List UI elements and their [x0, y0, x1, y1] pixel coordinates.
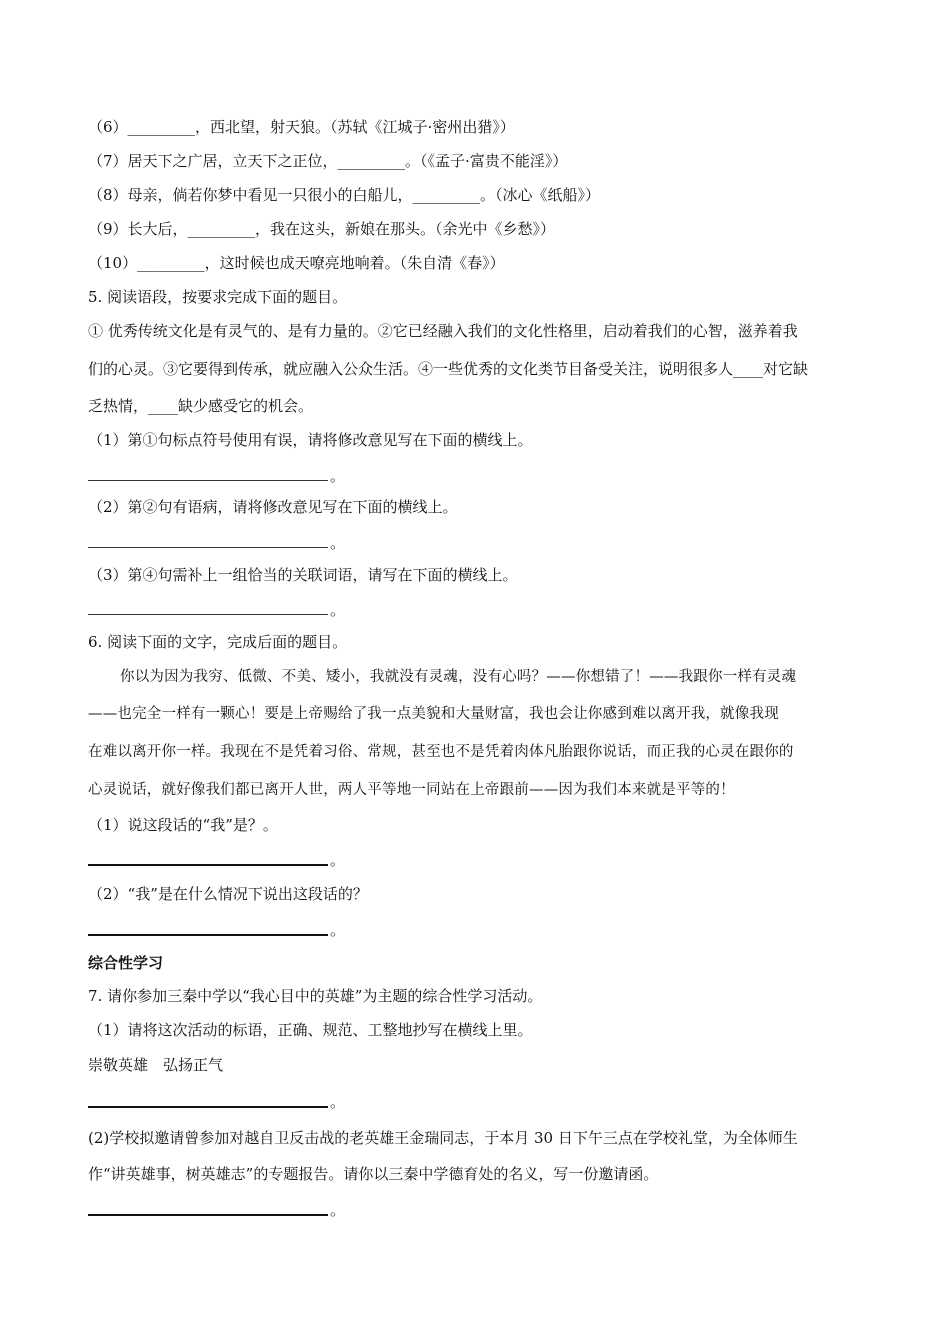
answer-period: 。 — [330, 601, 346, 619]
fill-in-item-10: （10）_________，这时候也成天嘹亮地响着。（朱自清《春》） — [88, 254, 505, 272]
question-5-sub-3: （3）第④句需补上一组恰当的关联词语，请写在下面的横线上。 — [88, 566, 518, 584]
answer-line-6-2[interactable] — [88, 934, 328, 936]
answer-period: 。 — [330, 534, 346, 552]
section-heading: 综合性学习 — [88, 954, 164, 972]
question-5-passage-line-3: 乏热情，____缺少感受它的机会。 — [88, 397, 314, 415]
answer-period: 。 — [330, 1201, 346, 1219]
question-7-sub-1: （1）请将这次活动的标语，正确、规范、工整地抄写在横线上里。 — [88, 1021, 533, 1039]
question-6-sub-2: （2）“我”是在什么情况下说出这段话的？ — [88, 885, 368, 903]
question-7-sub-2-line-2: 作“讲英雄事，树英雄志”的专题报告。请你以三秦中学德育处的名义，写一份邀请函。 — [88, 1165, 659, 1183]
answer-line-7-1[interactable] — [88, 1106, 328, 1108]
answer-period: 。 — [330, 1093, 346, 1111]
question-5-title: 5. 阅读语段，按要求完成下面的题目。 — [88, 288, 348, 306]
answer-line-5-1[interactable] — [88, 480, 328, 481]
slogan-text: 崇敬英雄 弘扬正气 — [88, 1056, 224, 1074]
question-5-passage-line-2: 们的心灵。③它要得到传承，就应融入公众生活。④一些优秀的文化类节目备受关注，说明很多人____对它缺 — [88, 360, 809, 378]
answer-line-5-2[interactable] — [88, 547, 328, 548]
answer-line-6-1[interactable] — [88, 864, 328, 866]
question-6-title: 6. 阅读下面的文字，完成后面的题目。 — [88, 633, 348, 651]
question-7-sub-2-line-1: (2)学校拟邀请曾参加对越自卫反击战的老英雄王金瑞同志，于本月 30 日下午三点在学校礼堂，为全体师生 — [88, 1129, 798, 1147]
question-5-sub-2: （2）第②句有语病，请将修改意见写在下面的横线上。 — [88, 498, 458, 516]
question-5-passage-line-1: ① 优秀传统文化是有灵气的、是有力量的。②它已经融入我们的文化性格里，启动着我们的心智，滋养着我 — [88, 322, 798, 340]
question-7-title: 7. 请你参加三秦中学以“我心目中的英雄”为主题的综合性学习活动。 — [88, 987, 543, 1005]
question-6-sub-1: （1）说这段话的“我”是？。 — [88, 816, 278, 834]
fill-in-item-8: （8）母亲，倘若你梦中看见一只很小的白船儿，_________。（冰心《纸船》） — [88, 186, 601, 204]
question-6-passage-line-1: 你以为因为我穷、低微、不美、矮小，我就没有灵魂，没有心吗？——你想错了！——我跟你一样有灵魂 — [120, 669, 797, 685]
answer-line-5-3[interactable] — [88, 614, 328, 615]
question-5-sub-1: （1）第①句标点符号使用有误，请将修改意见写在下面的横线上。 — [88, 431, 533, 449]
question-6-passage-line-4: 心灵说话，就好像我们都已离开人世，两人平等地一同站在上帝跟前——因为我们本来就是平等的！ — [88, 782, 735, 798]
fill-in-item-7: （7）居天下之广居，立天下之正位，_________。（《孟子·富贵不能淫》） — [88, 152, 568, 170]
answer-period: 。 — [330, 467, 346, 485]
question-6-passage-line-3: 在难以离开你一样。我现在不是凭着习俗、常规，甚至也不是凭着肉体凡胎跟你说话，而正我的心灵在跟你的 — [88, 744, 794, 760]
fill-in-item-9: （9）长大后，_________，我在这头，新娘在那头。（余光中《乡愁》） — [88, 220, 556, 238]
answer-line-7-2[interactable] — [88, 1214, 328, 1216]
answer-period: 。 — [330, 921, 346, 939]
question-6-passage-line-2: ——也完全一样有一颗心！要是上帝赐给了我一点美貌和大量财富，我也会让你感到难以离开我，就像我现 — [88, 706, 779, 722]
answer-period: 。 — [330, 851, 346, 869]
fill-in-item-6: （6）_________，西北望，射天狼。（苏轼《江城子·密州出猎》） — [88, 118, 515, 136]
